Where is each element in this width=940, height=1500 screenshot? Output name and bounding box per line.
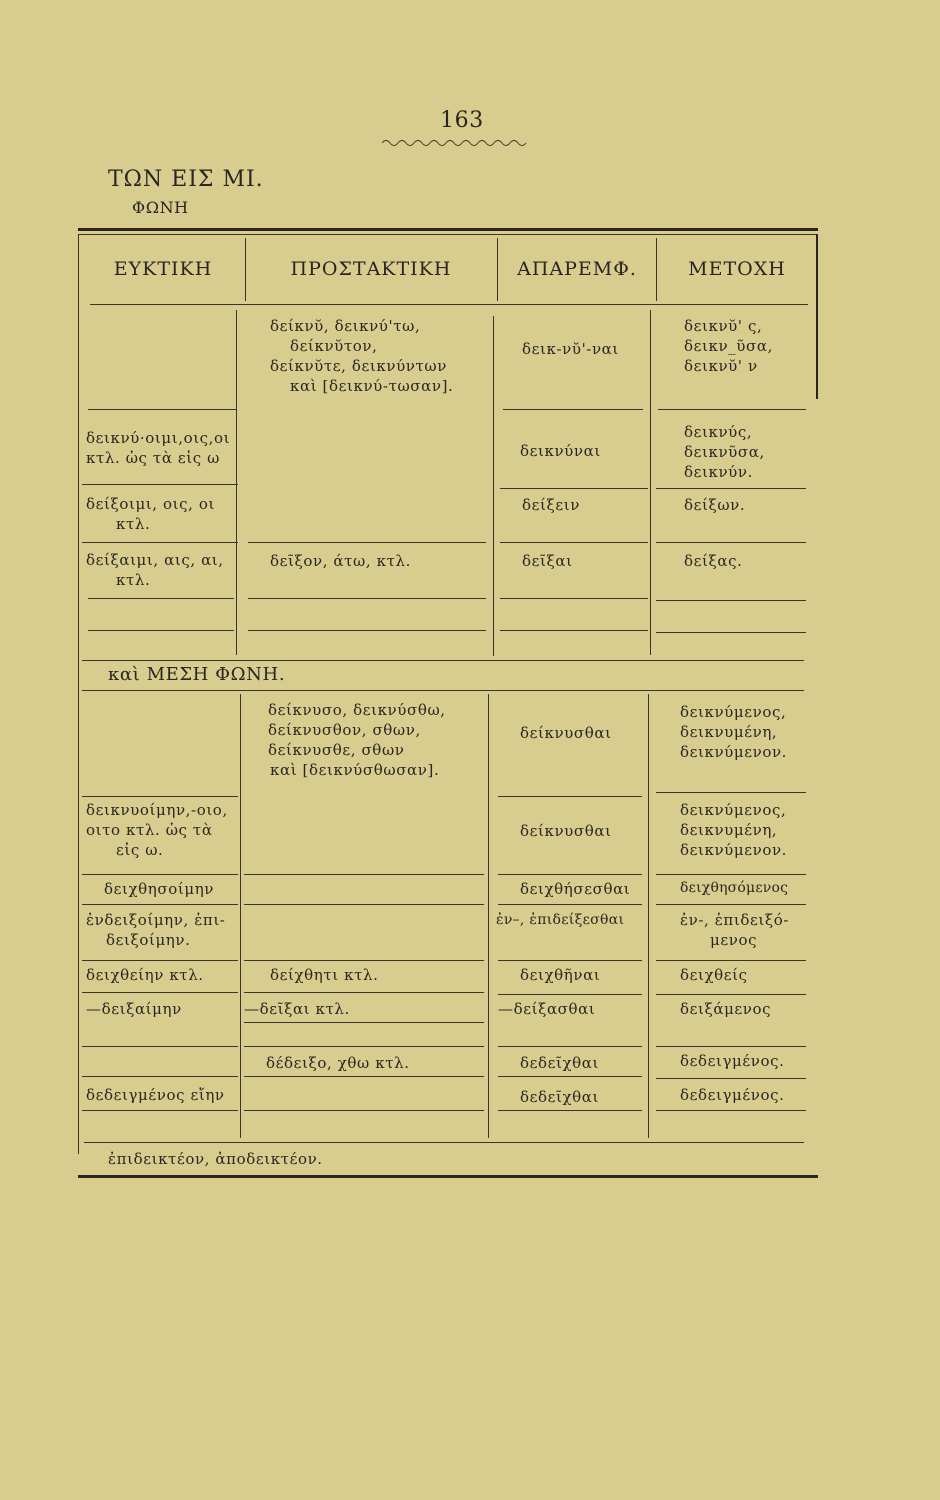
active-participle-aorist: δείξας. [684,552,743,570]
middle-optative-aorist-middle: —δειξαίμην [86,1000,182,1018]
middle-imperative-aorist-middle: —δεῖξαι κτλ. [244,1000,350,1018]
active-infinitive-aorist: δεῖξαι [522,552,573,570]
table-left-border [78,234,79,1154]
header-bottom-rule [90,304,808,305]
active-imperative-present: δείκνῠ, δεικνύ'τω, δείκνῠτον, δείκνῠτε, δεικνύντων καὶ [δεικνύ-τωσαν]. [270,317,454,395]
active-participle-2: δεικνύς, δεικνῦσα, δεικνύν. [684,423,765,481]
middle-voice-heading: καὶ ΜΕΣΗ ΦΩΝΗ. [108,664,286,685]
middle-optative-future-passive: δειχθησοίμην [104,880,214,898]
middle-infinitive-aorist-passive: δειχθῆναι [520,966,601,984]
column-header-participle: ΜΕΤΟΧΗ [688,258,786,280]
middle-imperative-present: δείκνυσο, δεικνύσθω, δείκνυσθον, σθων, δείκνυσθε, σθων καὶ [δεικνύσθωσαν]. [268,701,446,779]
middle-imperative-perfect: δέδειξο, χθω κτλ. [266,1054,410,1072]
table-top-rule [78,228,818,231]
page-subheading: ΦΩΝΗ [132,198,189,217]
middle-imperative-aorist-passive: δείχθητι κτλ. [270,966,379,984]
middle-participle-future-middle: ἐν-, ἐπιδειξό- μενος [680,911,790,949]
active-participle-present: δεικνῠ' ς, δεικν_ῦσα, δεικνῠ' ν [684,317,773,375]
active-optative-present: δεικνύ·οιμι,οις,οι κτλ. ὡς τὰ εἰς ω [86,429,231,467]
table-right-border [816,234,818,399]
middle-infinitive-2: δείκνυσθαι [520,822,612,840]
active-imperative-aorist: δεῖξον, άτω, κτλ. [270,552,411,570]
decorative-wave-ornament [382,138,532,148]
active-optative-aorist: δείξαιμι, αις, αι, κτλ. [86,551,224,589]
middle-participle-perfect: δεδειγμένος. [680,1052,785,1070]
middle-participle-aorist-middle: δειξάμενος [680,1000,772,1018]
middle-infinitive-present: δείκνυσθαι [520,724,612,742]
middle-optative-aorist-passive: δειχθείην κτλ. [86,966,204,984]
active-infinitive-future: δείξειν [522,496,580,514]
middle-infinitive-future-passive: δειχθήσεσθαι [520,880,631,898]
middle-participle-perfect-2: δεδειγμένος. [680,1086,785,1104]
middle-optative-present: δεικνυοίμην,-οιο, οιτο κτλ. ὡς τὰ εἰς ω. [86,801,228,859]
column-header-imperative: ΠΡΟΣΤΑΚΤΙΚΗ [290,258,452,280]
middle-infinitive-perfect-2: δεδεῖχθαι [520,1088,600,1106]
table-bottom-rule [78,1175,818,1178]
footer-verbal-adjectives: ἐπιδεικτέον, ἀποδεικτέον. [108,1150,323,1168]
middle-participle-future-passive: δειχθησόμενος [680,880,789,896]
active-participle-future: δείξων. [684,496,746,514]
middle-participle-present: δεικνύμενος, δεικνυμένη, δεικνύμενον. [680,703,788,761]
middle-participle-2: δεικνύμενος, δεικνυμένη, δεικνύμενον. [680,801,788,859]
active-infinitive-2: δεικνύναι [520,442,601,460]
middle-infinitive-perfect: δεδεῖχθαι [520,1054,600,1072]
table-top-rule-thin [78,234,818,235]
middle-infinitive-aorist-middle: —δείξασθαι [498,1000,596,1018]
middle-optative-perfect: δεδειγμένος εἴην [86,1086,225,1104]
page-heading: ΤΩΝ ΕΙΣ ΜΙ. [108,167,264,192]
middle-optative-future-middle: ἐνδειξοίμην, ἐπι- δειξοίμην. [86,911,226,949]
active-infinitive-present: δεικ-νῠ'-ναι [522,340,619,358]
middle-participle-aorist-passive: δειχθείς [680,966,748,984]
column-header-infinitive: ΑΠΑΡΕΜΦ. [517,258,637,280]
column-header-optative: ΕΥΚΤΙΚΗ [113,258,213,280]
middle-infinitive-future-middle: ἐν–, ἐπιδείξεσθαι [496,912,625,928]
page-number: 163 [440,108,484,133]
active-optative-future: δείξοιμι, οις, οι κτλ. [86,495,215,533]
